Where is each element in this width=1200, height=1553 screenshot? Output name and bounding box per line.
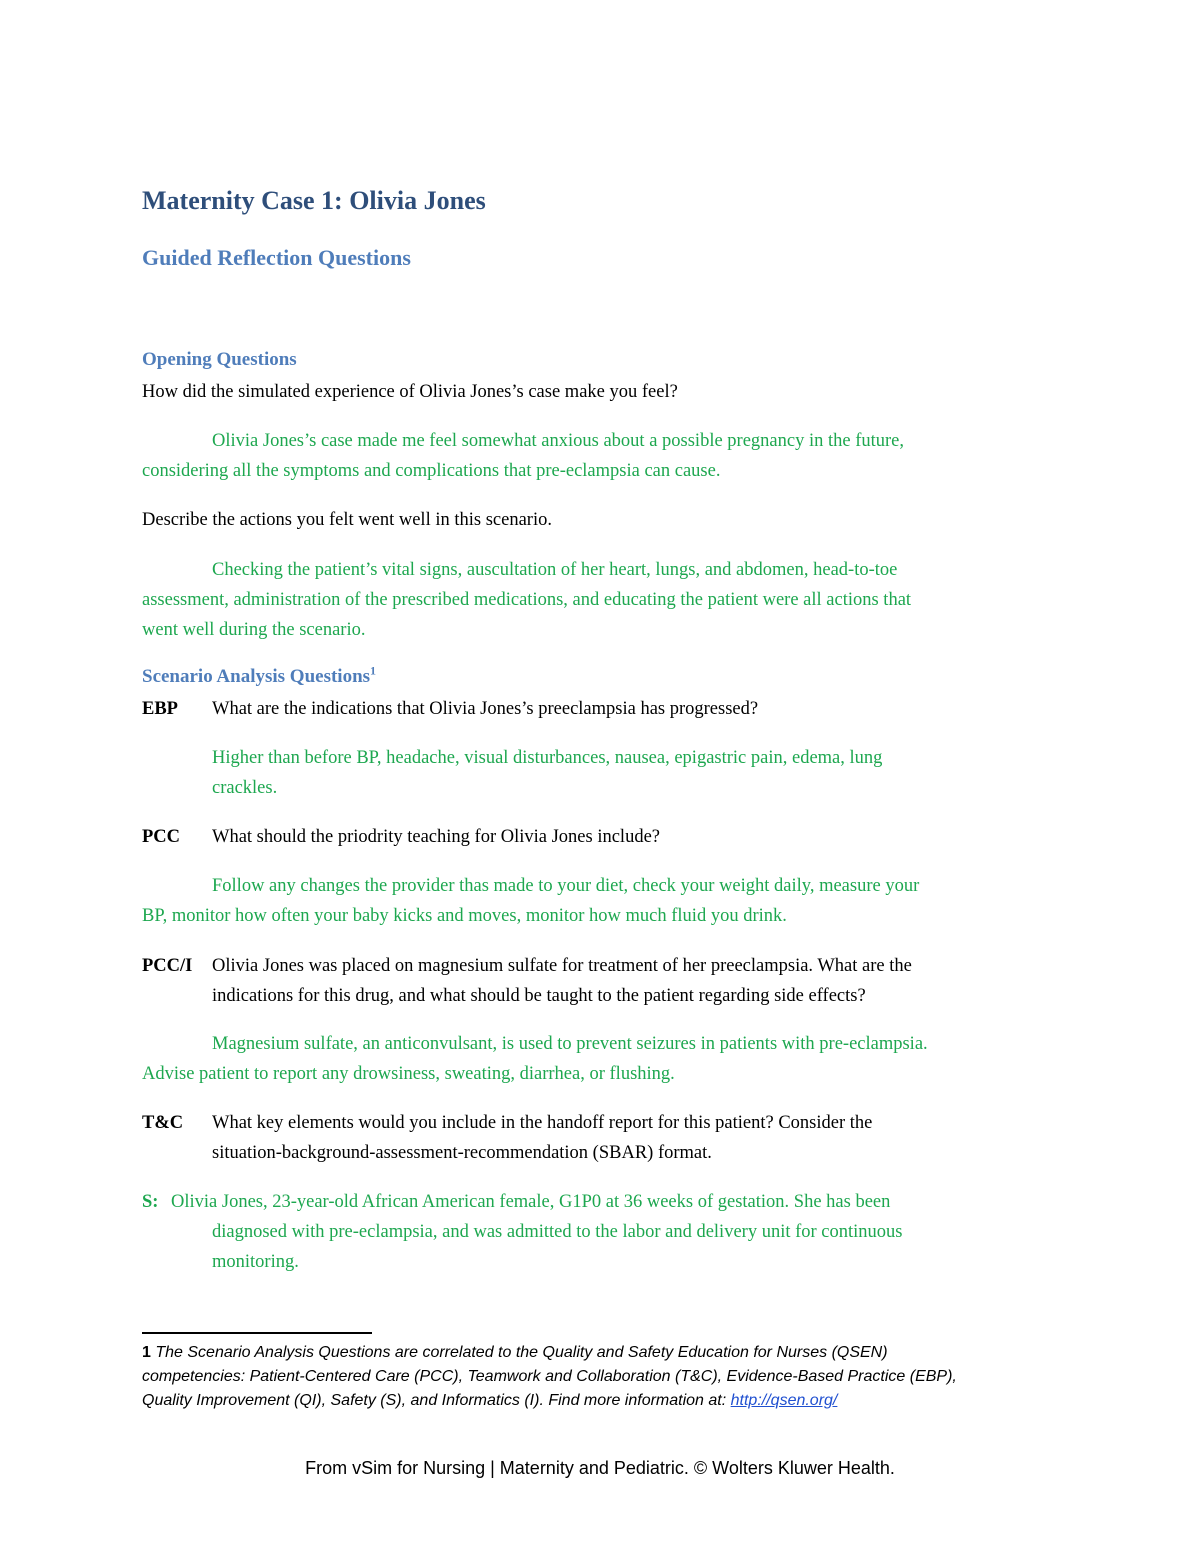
- document-title: Maternity Case 1: Olivia Jones: [142, 186, 486, 215]
- ebp-question-line-1: What are the indications that Olivia Jones’s preeclampsia has progressed?: [212, 699, 759, 719]
- footnote-line-2: competencies: Patient-Centered Care (PCC), Teamwork and Collaboration (T&C), Evidence-Based Practice (EBP),: [142, 1368, 957, 1385]
- competency-tag-t-and-c: T&C: [142, 1113, 184, 1133]
- footnote-line-1-text: The Scenario Analysis Questions are correlated to the Quality and Safety Education for Nurses (QSEN): [155, 1344, 888, 1361]
- t-and-c-question-line-1: What key elements would you include in the handoff report for this patient? Consider the: [212, 1113, 873, 1133]
- footnote: [142, 1341, 1062, 1413]
- competency-tag-pcc-i: PCC/I: [142, 956, 193, 976]
- competency-tag-ebp: EBP: [142, 699, 178, 719]
- pcc-i-answer-line-2: Advise patient to report any drowsiness, sweating, diarrhea, or flushing.: [142, 1064, 675, 1084]
- sbar-s-line-2: diagnosed with pre-eclampsia, and was admitted to the labor and delivery unit for continuous: [212, 1222, 903, 1242]
- footnote-line-3: [142, 1389, 1062, 1413]
- opening-question-1: How did the simulated experience of Olivia Jones’s case make you feel?: [142, 382, 678, 402]
- opening-answer-1-line-1: Olivia Jones’s case made me feel somewhat anxious about a possible pregnancy in the future,: [212, 431, 905, 451]
- document-subtitle: Guided Reflection Questions: [142, 245, 411, 270]
- footnote-separator: [142, 1332, 372, 1334]
- ebp-answer-line-1: Higher than before BP, headache, visual disturbances, nausea, epigastric pain, edema, lung: [212, 748, 883, 768]
- opening-answer-2-line-3: went well during the scenario.: [142, 620, 366, 640]
- pcc-i-question-line-1: Olivia Jones was placed on magnesium sulfate for treatment of her preeclampsia. What are the: [212, 956, 912, 976]
- pcc-i-answer-line-1: Magnesium sulfate, an anticonvulsant, is used to prevent seizures in patients with pre-eclampsia.: [212, 1034, 928, 1054]
- opening-answer-2-line-1: Checking the patient’s vital signs, auscultation of her heart, lungs, and abdomen, head-to-toe: [212, 560, 898, 580]
- page-footer: From vSim for Nursing | Maternity and Pediatric. © Wolters Kluwer Health.: [305, 1458, 895, 1478]
- pcc-i-question-line-2: indications for this drug, and what should be taught to the patient regarding side effects?: [212, 986, 866, 1006]
- pcc-question-line-1: What should the priodrity teaching for Olivia Jones include?: [212, 827, 660, 847]
- opening-answer-2-line-2: assessment, administration of the prescribed medications, and educating the patient were all actions that: [142, 590, 912, 610]
- sbar-s-line-3: monitoring.: [212, 1252, 299, 1272]
- opening-answer-1-line-2: considering all the symptoms and complications that pre-eclampsia can cause.: [142, 461, 721, 481]
- pcc-answer-line-2: BP, monitor how often your baby kicks and moves, monitor how much fluid you drink.: [142, 906, 787, 926]
- scenario-analysis-heading: [142, 663, 377, 688]
- footnote-line-3-text: Quality Improvement (QI), Safety (S), and Informatics (I). Find more information at:: [142, 1392, 727, 1409]
- scenario-analysis-heading-text: Scenario Analysis Questions: [142, 666, 371, 687]
- footnote-line-1: [142, 1341, 1062, 1365]
- ebp-answer-line-2: crackles.: [212, 778, 278, 798]
- sbar-s-tag: S:: [142, 1192, 159, 1212]
- footnote-reference: 1: [370, 663, 377, 678]
- footnote-number: 1: [142, 1344, 151, 1361]
- opening-questions-heading: Opening Questions: [142, 349, 297, 370]
- opening-question-2: Describe the actions you felt went well in this scenario.: [142, 510, 552, 530]
- qsen-link[interactable]: http://qsen.org/: [730, 1392, 838, 1409]
- sbar-s-line-1: Olivia Jones, 23-year-old African American female, G1P0 at 36 weeks of gestation. She has been: [171, 1192, 891, 1212]
- pcc-answer-line-1: Follow any changes the provider thas made to your diet, check your weight daily, measure your: [212, 876, 920, 896]
- competency-tag-pcc: PCC: [142, 827, 181, 847]
- t-and-c-question-line-2: situation-background-assessment-recommendation (SBAR) format.: [212, 1143, 712, 1163]
